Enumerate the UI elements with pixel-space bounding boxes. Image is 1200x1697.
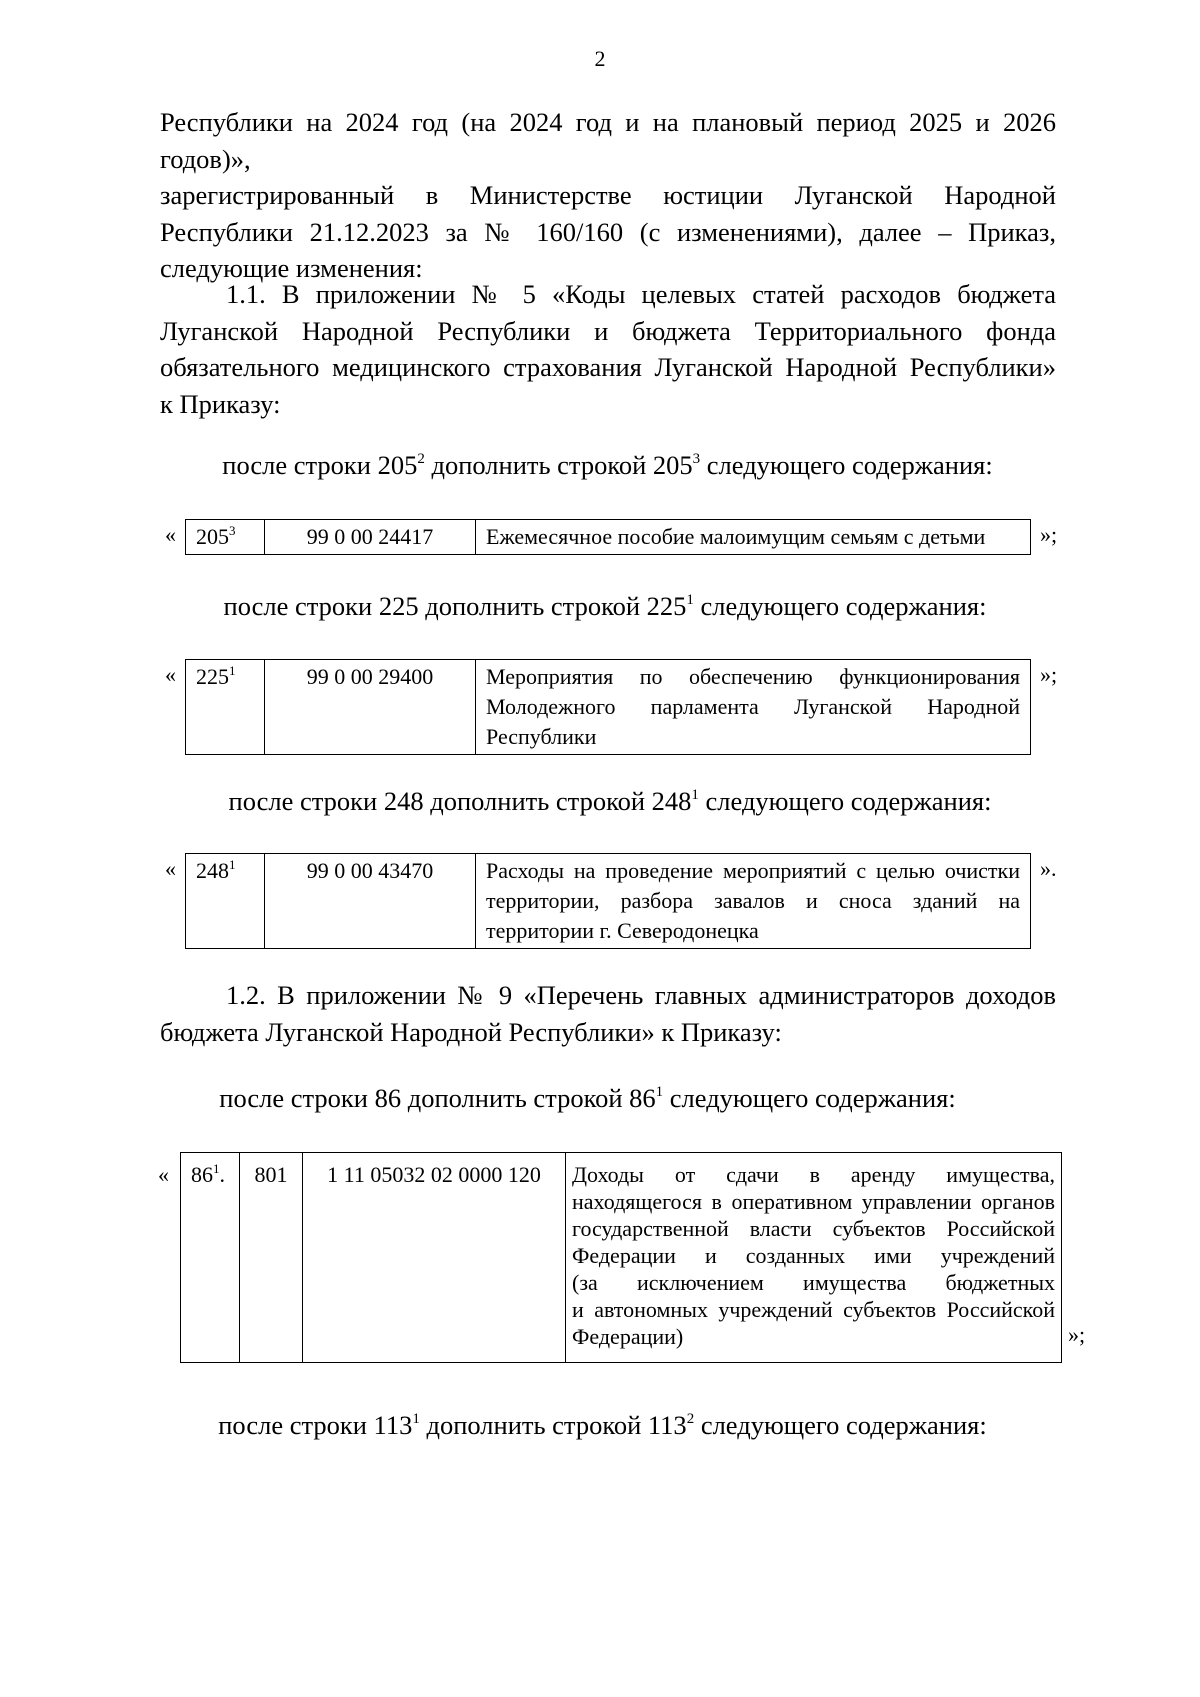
table-row-225 <box>185 659 1031 755</box>
description-line: Республики <box>486 724 597 749</box>
section-1-2-paragraph <box>160 977 1056 1050</box>
instruction-225-part-a: после строки 225 дополнить строкой 225 <box>223 591 687 621</box>
instruction-86-part-a: после строки 86 дополнить строкой 86 <box>219 1083 656 1113</box>
description-line: государственной власти субъектов Российской <box>572 1216 1055 1241</box>
open-quote: « <box>165 856 176 881</box>
intro-line-2: зарегистрированный в Министерстве юстиции Луганской Народной <box>160 180 1056 210</box>
instruction-113-part-c: следующего содержания: <box>694 1410 987 1440</box>
intro-paragraph <box>160 104 1056 287</box>
section-1-1-line-4: к Приказу: <box>160 388 281 419</box>
table-row-86 <box>180 1152 1062 1363</box>
instruction-205-part-a: после строки 205 <box>222 450 418 480</box>
description-line: Федерации и созданных ими учреждений <box>572 1243 1055 1268</box>
open-quote: « <box>165 662 176 687</box>
intro-line-1: Республики на 2024 год (на 2024 год и на плановый период 2025 и 2026 годов)», <box>160 107 1056 174</box>
description-line: Расходы на проведение мероприятий с целью очистки <box>486 858 1020 883</box>
instruction-86-part-b: следующего содержания: <box>663 1083 956 1113</box>
table-row <box>181 1153 1062 1363</box>
description-line: Молодежного парламента Луганской Народной <box>486 694 1020 719</box>
row-number-cell: $248^1$ <box>186 854 265 949</box>
instruction-113-part-b: дополнить строкой 113 <box>419 1410 687 1440</box>
description-line: Доходы от сдачи в аренду имущества, <box>572 1162 1055 1187</box>
target-code-cell: 99 0 00 24417 <box>265 520 476 555</box>
description-line: Мероприятия по обеспечению функционирования <box>486 664 1020 689</box>
close-quote: »; <box>1040 662 1058 687</box>
instruction-225 <box>0 588 1200 625</box>
close-quote: »; <box>1068 1322 1086 1347</box>
row-number-cell: $86^1$. <box>181 1153 240 1363</box>
section-1-1-paragraph <box>160 276 1056 422</box>
row-number-cell: $225^1$ <box>186 660 265 755</box>
description-cell: Ежемесячное пособие малоимущим семьям с детьми <box>476 520 1031 555</box>
instruction-205-part-c: следующего содержания: <box>700 450 993 480</box>
superscript: 3 <box>229 523 236 538</box>
instruction-225-part-b: следующего содержания: <box>693 591 987 621</box>
description-cell <box>476 660 1031 755</box>
superscript: 1 <box>655 1084 664 1100</box>
description-line: территории, разбора завалов и сноса зданий на <box>486 888 1020 913</box>
superscript: 1 <box>686 592 694 608</box>
open-quote: « <box>165 522 176 547</box>
instruction-113-part-a: после строки 113 <box>218 1410 413 1440</box>
close-quote: ». <box>1040 856 1057 881</box>
section-1-1-line-2: Луганской Народной Республики и бюджета Территориального фонда <box>160 315 1056 346</box>
description-cell <box>566 1153 1062 1363</box>
instruction-205-part-b: дополнить строкой 205 <box>424 450 693 480</box>
description-line: (за исключением имущества бюджетных <box>572 1270 1055 1295</box>
admin-code-cell: 801 <box>240 1153 303 1363</box>
section-1-2-line-1: 1.2. В приложении № 9 «Перечень главных администраторов доходов <box>226 980 1056 1010</box>
table-row <box>186 520 1031 555</box>
instruction-248-part-b: следующего содержания: <box>698 786 992 816</box>
superscript: 1 <box>213 1161 220 1176</box>
row-number-cell: $205^3$ <box>186 520 265 555</box>
description-line: Федерации) <box>572 1324 684 1349</box>
open-quote: « <box>158 1162 169 1187</box>
target-code-cell: 99 0 00 43470 <box>265 854 476 949</box>
description-cell <box>476 854 1031 949</box>
target-code-cell: 99 0 00 29400 <box>265 660 476 755</box>
section-1-1-line-1: 1.1. В приложении № 5 «Коды целевых статей расходов бюджета <box>226 279 1056 309</box>
table-row <box>186 854 1031 949</box>
instruction-205 <box>0 447 1200 484</box>
superscript: 3 <box>692 451 701 467</box>
table-row-205 <box>185 519 1031 555</box>
instruction-113 <box>0 1407 1200 1444</box>
instruction-248 <box>0 783 1200 820</box>
superscript: 1 <box>691 787 699 803</box>
table-row-248 <box>185 853 1031 949</box>
table-row <box>186 660 1031 755</box>
instruction-86 <box>0 1080 1175 1117</box>
intro-line-3: Республики 21.12.2023 за № 160/160 (с изменениями), далее – Приказ, <box>160 216 1056 247</box>
superscript: 1 <box>229 663 236 678</box>
superscript: 1 <box>412 1411 420 1427</box>
description-line: находящегося в оперативном управлении органов <box>572 1189 1055 1214</box>
description-line: территории г. Северодонецка <box>486 918 759 943</box>
superscript: 1 <box>229 857 236 872</box>
instruction-248-part-a: после строки 248 дополнить строкой 248 <box>228 786 692 816</box>
intro-line-4: следующие изменения: <box>160 253 423 283</box>
superscript: 2 <box>686 1411 695 1427</box>
section-1-2-line-2: бюджета Луганской Народной Республики» к Приказу: <box>160 1016 782 1047</box>
income-code-cell: 1 11 05032 02 0000 120 <box>303 1153 566 1363</box>
page-number: 2 <box>594 46 606 71</box>
close-quote: »; <box>1040 522 1058 547</box>
section-1-1-line-3: обязательного медицинского страхования Луганской Народной Республики» <box>160 352 1056 382</box>
description-line: и автономных учреждений субъектов Российской <box>572 1297 1055 1322</box>
superscript: 2 <box>417 451 425 467</box>
